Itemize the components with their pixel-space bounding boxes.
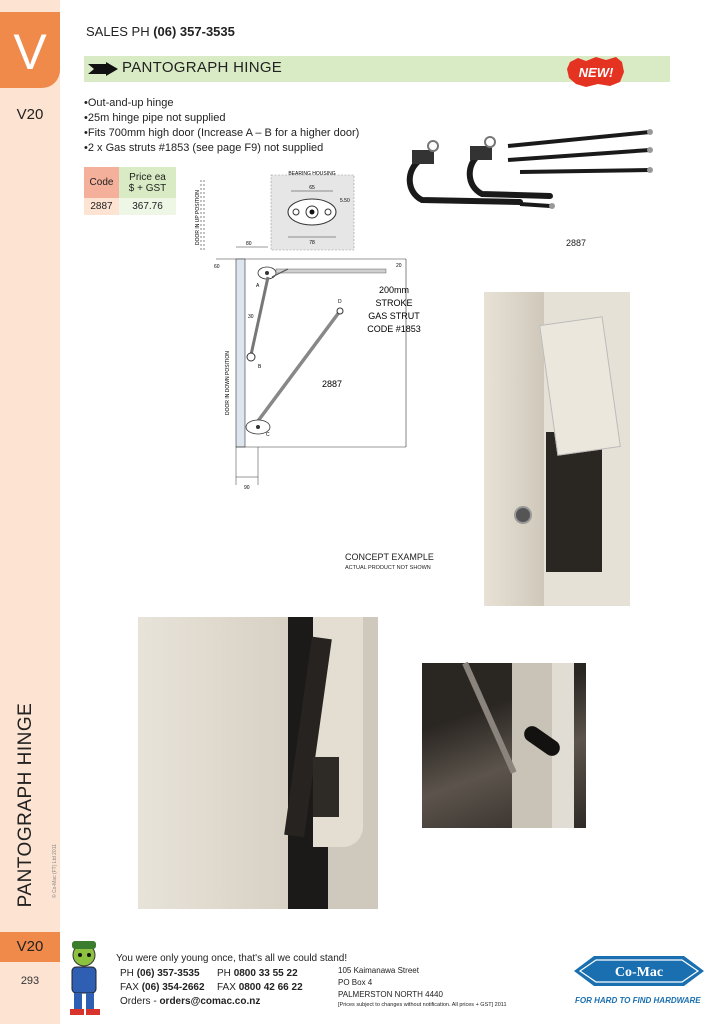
door-up-label: DOOR IN UP POSITION: [195, 190, 201, 245]
feature-item: • Out-and-up hinge: [84, 96, 359, 111]
stroke-label: GAS STRUT: [368, 311, 420, 321]
address-line: PALMERSTON NORTH 4440: [338, 990, 443, 999]
arrow-icon: [88, 62, 118, 76]
fax-label: FAX: [120, 982, 139, 993]
page-number: 293: [20, 975, 40, 987]
bearing-housing-label: BEARING HOUSING: [288, 171, 336, 177]
feature-item: • 25m hinge pipe not supplied: [84, 111, 359, 126]
point-a-label: A: [256, 283, 260, 289]
door-body: [236, 259, 245, 447]
price-header-line2: $ + GST: [128, 182, 167, 194]
fax2-value: 0800 42 66 22: [238, 982, 303, 993]
dimension-label: 65: [309, 185, 315, 191]
fax-line: [120, 982, 205, 993]
orders-email[interactable]: orders@comac.co.nz: [159, 996, 261, 1007]
price-table-header-price: [119, 167, 176, 198]
ph-value: (06) 357-3535: [136, 968, 200, 979]
gas-strut-lower: [258, 311, 343, 421]
dimension-label: 90: [244, 485, 250, 491]
point-d-label: D: [338, 299, 342, 305]
address-line: 105 Kaimanawa Street: [338, 966, 419, 975]
table-row: [84, 198, 176, 215]
dimension-label: 60: [214, 264, 220, 270]
orders-label: Orders -: [120, 996, 160, 1007]
bolt-hole: [293, 209, 299, 215]
bearing-center: [310, 210, 315, 215]
point-c-label: C: [266, 432, 270, 438]
sales-label: SALES PH: [86, 24, 154, 39]
fax-value: (06) 354-2662: [141, 982, 205, 993]
dimension-label: 20: [396, 263, 402, 269]
installed-photo-left: [138, 617, 378, 909]
door-down-label: DOOR IN DOWN POSITION: [225, 351, 231, 415]
freephone-line: [217, 968, 298, 979]
ph2-value: 0800 33 55 22: [233, 968, 298, 979]
orders-line: [120, 996, 260, 1007]
section-letter: V: [13, 24, 47, 80]
freefax-line: [217, 982, 303, 993]
product-code-cell: 2887: [84, 198, 119, 215]
price-header-line1: Price ea: [129, 171, 166, 183]
price-table: [84, 167, 176, 215]
dimension-label: 5.50: [340, 198, 350, 204]
disclaimer: [Prices subject to changes without notification. All prices + GST] 2011: [338, 1002, 507, 1008]
section-code-top: V20: [16, 106, 44, 123]
address-line: PO Box 4: [338, 978, 373, 987]
concept-subcaption: ACTUAL PRODUCT NOT SHOWN: [345, 565, 431, 571]
diagram-part-code: 2887: [322, 379, 343, 389]
ph-label: PH: [120, 968, 134, 979]
sales-phone-line: [86, 24, 235, 39]
phone-line: [120, 968, 200, 979]
bolt-hole: [325, 209, 331, 215]
product-photo-label: 2887: [566, 238, 587, 248]
stroke-label: 200mm: [378, 285, 410, 295]
comac-logo: [574, 950, 704, 992]
mascot-image: [62, 937, 106, 1017]
new-badge-text: NEW!: [578, 65, 614, 80]
point-b-label: B: [258, 364, 262, 370]
feature-item: • 2 x Gas struts #1853 (see page F9) not supplied: [84, 141, 359, 156]
dimension-label: 30: [248, 314, 254, 320]
price-table-header-code: Code: [84, 167, 119, 198]
feature-item: • Fits 700mm high door (Increase A – B for a higher door): [84, 126, 359, 141]
product-price-cell: 367.76: [119, 198, 176, 215]
logo-text: Co-Mac: [614, 965, 664, 980]
fax2-label: FAX: [217, 982, 236, 993]
new-badge: [566, 56, 626, 88]
concept-caption: CONCEPT EXAMPLE: [345, 552, 434, 562]
tagline: FOR HARD TO FIND HARDWARE: [575, 996, 701, 1005]
stroke-label: CODE #1853: [367, 324, 421, 334]
sales-phone: (06) 357-3535: [153, 24, 235, 39]
page-title: PANTOGRAPH HINGE: [122, 59, 283, 76]
product-photo: [400, 130, 660, 240]
gas-strut-top: [276, 269, 386, 273]
ph2-label: PH: [217, 968, 231, 979]
vertical-title: PANTOGRAPH HINGE: [15, 702, 36, 908]
section-code-bottom: V20: [16, 938, 44, 955]
stroke-label: STROKE: [375, 298, 413, 308]
slogan: You were only young once, that's all we could stand!: [116, 953, 348, 964]
concept-photo: [484, 292, 630, 606]
installed-photo-right: [422, 663, 586, 828]
feature-list: [84, 96, 359, 156]
revision-note: © Co-Mac (FT) Ltd 2011: [52, 844, 58, 898]
dimension-label: 78: [309, 240, 315, 246]
dimension-label: 80: [246, 241, 252, 247]
